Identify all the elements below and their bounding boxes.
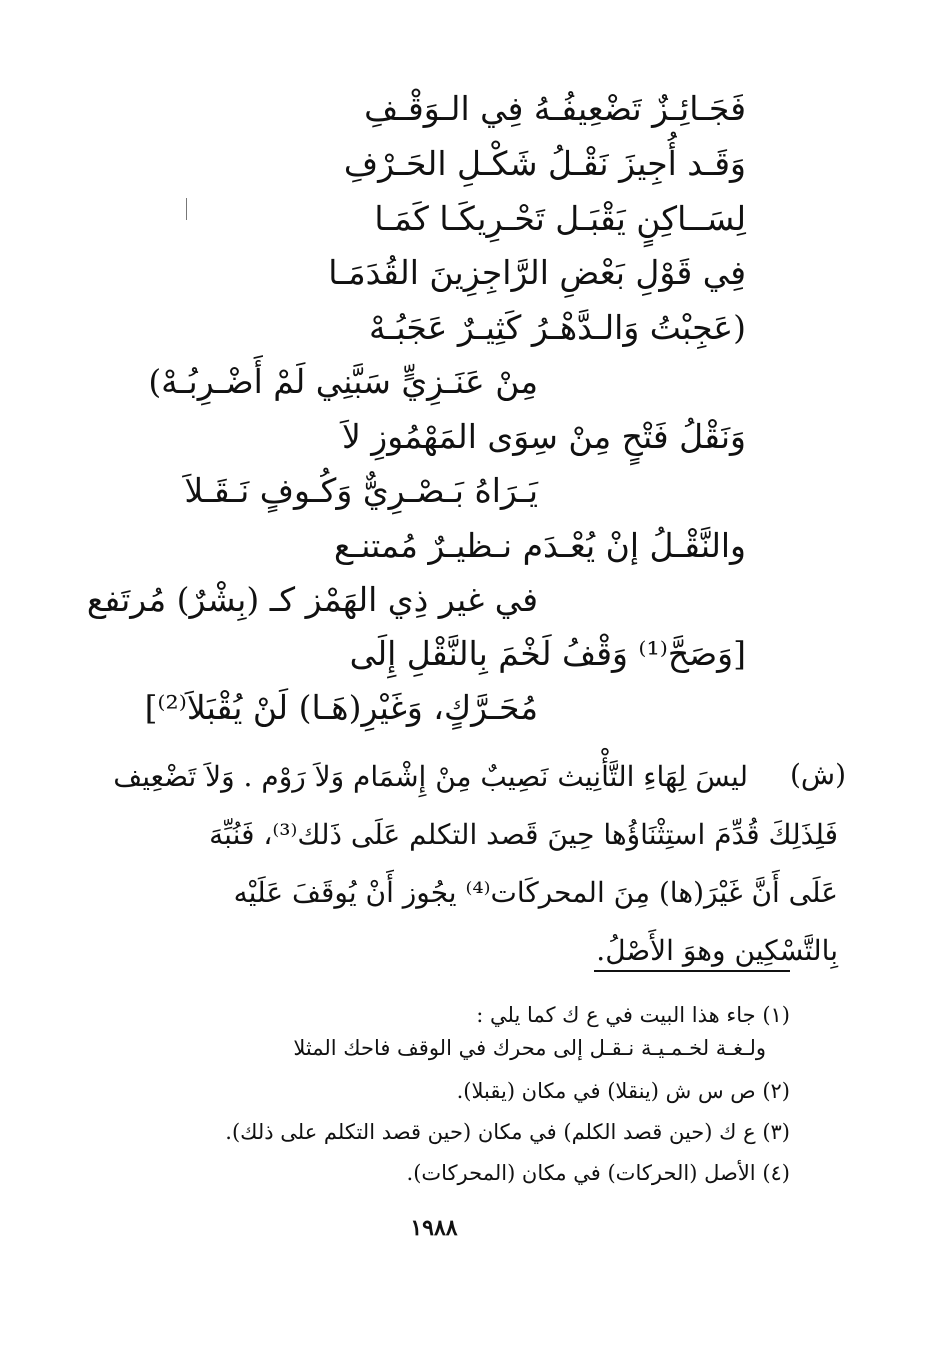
commentary-line: فَلِذَلِكَ قُدِّمَ استِثْنَاؤُها حِينَ قَصد التكلم عَلَى ذَلك⁽³⁾، فَنُبِّهَ [209,818,838,851]
verse-line: [وَصَحَّ⁽¹⁾ وَقْفُ لَخْمَ بِالنَّقْلِ إِلَى [349,634,746,673]
footnote: (٢) ص س ش (ينقلا) في مكان (يقبلا). [456,1079,790,1103]
footnote: (٤) الأصل (الحركات) في مكان (المحركات). [406,1161,790,1185]
verse-line: فِي قَوْلِ بَعْضِ الرَّاجِزِينَ القُدَمَـا [328,253,746,292]
margin-mark [186,198,190,220]
verse-line: فَجَـائِـزٌ تَضْعِيفُـهُ فِي الـوَقْـفِ [364,89,746,128]
verse-line: وَنَقْلُ فَتْحٍ مِنْ سِوَى المَهْمُوزِ لاَ [341,417,746,456]
verse-line: مُحَـرَّكٍ، وَغَيْرِ(هَـا) لَنْ يُقْبَلاَ⁽²⁾] [144,688,538,727]
verse-line: يَـرَاهُ بَـصْـرِيٌّ وَكُـوفٍ نَـقَـلاَ [184,471,538,510]
verse-line: مِنْ عَنَـزِيٍّ سَبَّنِي لَمْ أَضْـرِبُـهْ) [148,362,538,401]
commentary-line: عَلَى أَنَّ غَيْرَ(ها) مِنَ المحركَات⁽⁴⁾ يجُوز أَنْ يُوقَفَ عَلَيْه [233,876,838,909]
footnote: ولـغـة لخـمـيـة نـقـل إلى محرك في الوقف فاحك المثلا [293,1036,766,1060]
verse-line: لِسَــاكِنٍ يَقْبَـل تَحْـرِيكَـا كَمَـا [374,199,746,238]
footnote: (٣) ع ك (حين قصد الكلم) في مكان (حين قصد التكلم على ذلك). [225,1120,790,1144]
commentary-marker: (ش) [789,758,846,791]
commentary-line: بِالتَّسْكِين وهوَ الأَصْلُ. [596,934,838,967]
footnote-separator [594,970,790,972]
page-number: ١٩٨٨ [410,1215,458,1241]
footnote: (١) جاء هذا البيت في ع ك كما يلي : [476,1003,790,1027]
verse-line: وَقَـد أُجِيزَ نَقْـلُ شَكْـلِ الحَـرْفِ [343,144,746,183]
verse-line: في غير ذِي الهَمْز كـ (بِشْرٌ) مُرتَفع [86,580,538,619]
commentary-block [0,748,938,968]
verse-line: والنَّقْـلُ إنْ يُعْـدَم نـظيـرٌ مُمتنـع [333,526,746,565]
commentary-line: ليسَ لِهَاءِ التَّأْنِيث نَصِيبٌ مِنْ إِشْمَام وَلاَ رَوْم . وَلاَ تَضْعِيف [113,760,748,793]
verse-line: (عَجِبْتُ وَالـدَّهْـرُ كَثِيـرٌ عَجَبُـهْ [369,308,746,347]
